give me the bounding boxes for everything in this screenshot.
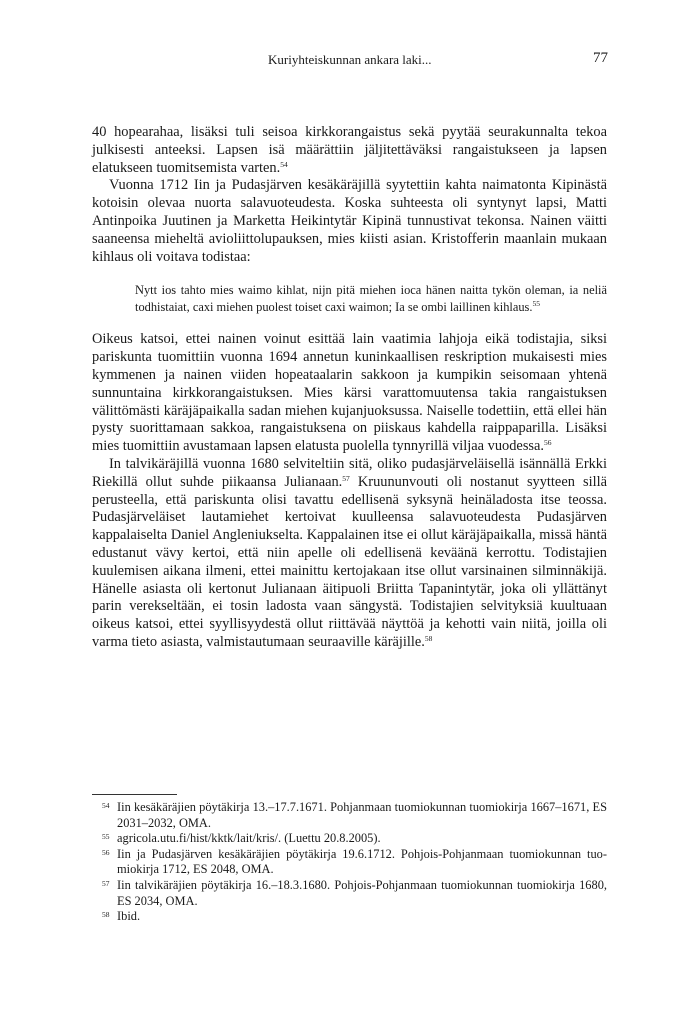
footnote-ref: 54 — [280, 159, 288, 169]
running-title: Kuriyhteiskunnan ankara laki... — [268, 52, 432, 67]
paragraph-text: Kruununvouti oli nostanut syytteen sillä perusteella, että pariskunta olisi tavattu edellisenä syksynä heinäladosta itse teossa. Pudasjärveläiset lautamiehet kertoivat kuulleensa salavuoteudesta Pudasjärven kappalaiselta Daniel Angleniukselta. Kappalainen itse ei ollut käräjäpaikalla, missä häntä edustanut vävy kertoi, että niin apelle oli edellisenä keväänä kerrottu. Todistajien kuulemisen aikana ilmeni, ettei mainittu kertojakaan itse ollut varsinainen silminnäkijä. Hänelle asiasta oli kertonut Julianaan äitipuoli Briitta Tapanintytär, joka oli yllättänyt parin verekseltään, ei tosin ladosta vaan sängystä. Todistajien selvityksiä kuultuaan oikeus katsoi, ettei syyllisyydestä ollut riittävää näyttöä ja kehotti vain niitä, joilla oli varma tieto asiasta, valmistautumaan seuraaville käräjille. — [92, 473, 607, 650]
footnote — [92, 878, 607, 909]
block-quote — [135, 282, 607, 315]
footnote-ref: 57 — [342, 473, 350, 483]
footnote-text: Iin ja Pudasjärven kesäkäräjien pöytäkirja 19.6.1712. Pohjois-Pohjanmaan tuomiokunnan tuomiokirja 1712, ES 2048, OMA. — [117, 846, 607, 877]
footnote-text: Iin talvikäräjien pöytäkirja 16.–18.3.1680. Pohjois-Pohjanmaan tuomiokunnan tuomiokirja 1680, ES 2034, OMA. — [117, 877, 607, 908]
paragraph — [92, 331, 607, 456]
footnote-number: 54 — [102, 801, 110, 810]
footnote-divider — [92, 794, 177, 795]
footnote — [92, 800, 607, 831]
main-text — [92, 124, 607, 652]
quote-text: Nytt ios tahto mies waimo kihlat, nijn pitä miehen ioca hänen naitta tykön oleman, ia neliä todhistaiat, caxi miehen puolest toiset caxi waimon; Ia se ombi laillinen kihlaus. — [135, 283, 607, 314]
footnote-text: Ibid. — [117, 909, 141, 924]
page-number: 77 — [593, 50, 608, 66]
footnote — [92, 831, 607, 847]
footnote-text: Iin kesäkäräjien pöytäkirja 13.–17.7.1671. Pohjanmaan tuomiokunnan tuomiokirja 1667–1671, ES 2031–2032, OMA. — [117, 800, 607, 830]
footnote-number: 57 — [102, 878, 110, 888]
footnote — [92, 847, 607, 878]
paragraph-text: 40 hopearahaa, lisäksi tuli seisoa kirkkorangaistus sekä pyytää seurakunnalta tekoa julkisesti anteeksi. Lapsen isä määrättiin jäljitettäväksi rangaistukseen ja lapsen elatukseen tuomitsemista varten. — [92, 124, 607, 176]
paragraph — [92, 456, 607, 652]
paragraph-text: Vuonna 1712 Iin ja Pudasjärven kesäkäräjillä syytettiin kahta naimatonta Kipinästä kotoisin olevaa nuorta salavuoteudesta. Koska suhteesta oli syntynyt lapsi, Matti Antinpoika Juutinen ja Marketta Heikintytär Kipinä tunnustivat tekonsa. Nainen väitti saaneensa mieheltä avioliittolupauksen, mies kiisti asian. Kristofferin maanlain mukaan kihlaus oli voitava todistaa: — [92, 177, 607, 265]
footnote-ref: 58 — [424, 633, 433, 643]
footnote-ref: 55 — [532, 298, 540, 308]
footnotes — [92, 800, 607, 925]
footnote-number: 55 — [102, 832, 110, 842]
footnote — [92, 909, 607, 925]
paragraph — [92, 177, 607, 266]
footnote-ref: 56 — [544, 438, 552, 448]
footnote-text: agricola.utu.fi/hist/kktk/lait/kris/. (Luettu 20.8.2005). — [117, 831, 381, 846]
paragraph-text: Oikeus katsoi, ettei nainen voinut esittää lain vaatimia lahjoja eikä todistajia, siksi pariskunta tuomittiin vuonna 1694 annetun kuninkaallisen reskription mukaisesti mies kymmenen ja nainen viiden hopeataalarin sakkoon ja kumpikin seisomaan yhtenä sunnuntaina kirkkorangaistuksen. Mies kärsi varattomuutensa takia rangaistuksen välittömästi käräjäpaikalla sadan miehen kujanjuoksussa. Naiselle todettiin, että ellei hän pysty suorittamaan sakkoa, rangaistuksena on piiskaus kahdella raippaparilla. Lisäksi mies tuomittiin avustamaan lapsen elatusta puolella tynnyrillä viljaa vuodessa. — [92, 331, 607, 455]
footnote-number: 56 — [102, 847, 110, 857]
paragraph — [92, 124, 607, 177]
footnote-number: 58 — [102, 910, 110, 920]
paragraph-text: In talvikäräjillä vuonna 1680 selviteltiin sitä, oliko pudasjärveläisellä isännällä Erkki Riekillä ollut suhde piikaansa Julianaan. — [92, 455, 607, 490]
running-header — [0, 52, 700, 72]
